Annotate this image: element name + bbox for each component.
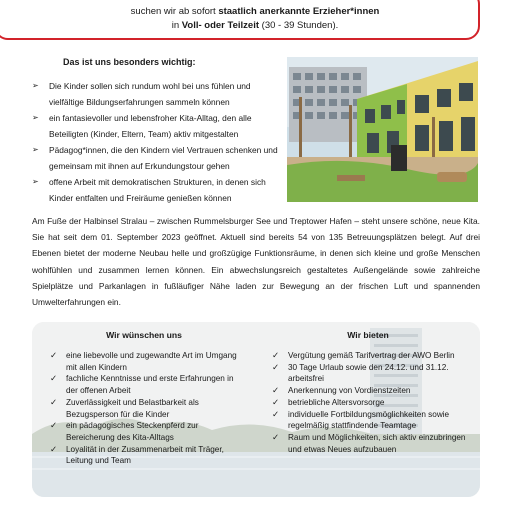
important-list bbox=[32, 78, 282, 206]
header-line-2 bbox=[0, 20, 510, 31]
list-item: ✓ individuelle Fortbildungsmöglichkeiten sowie regelmäßig stattfindende Teamtage bbox=[272, 408, 450, 431]
checkmark-icon: ✓ bbox=[50, 396, 58, 407]
offers-list bbox=[272, 350, 472, 455]
list-item: ✓ fachliche Kenntnisse und erste Erfahrungen in der offenen Arbeit bbox=[50, 373, 234, 396]
list-item: ✓ Zuverlässigkeit und Belastbarkeit als Bezugsperson für die Kinder bbox=[50, 396, 199, 419]
checkmark-icon: ✓ bbox=[272, 350, 280, 360]
header-line-1 bbox=[0, 6, 510, 17]
employment-type: Voll- oder Teilzeit bbox=[181, 20, 260, 31]
checkmark-icon: ✓ bbox=[272, 385, 280, 396]
arrow-right-icon: ➢ bbox=[32, 113, 39, 122]
checkmark-icon: ✓ bbox=[272, 361, 280, 372]
checkmark-icon: ✓ bbox=[50, 420, 58, 431]
header-in: in bbox=[171, 20, 180, 31]
list-item: ✓ ein pädagogisches Steckenpferd zur Bereicherung des Kita-Alltags bbox=[50, 420, 199, 442]
list-item: ➢ ein fantasievoller und lebensfroher Kita-Alltag, den alle Beteiligten (Kinder, Eltern, Team) aktiv mitgestalten bbox=[32, 110, 282, 142]
arrow-right-icon: ➢ bbox=[32, 177, 39, 186]
wishes-list bbox=[50, 350, 246, 467]
job-title: staatlich anerkannte Erzieher*innen bbox=[218, 6, 380, 17]
list-item: ✓ 30 Tage Urlaub sowie den 24.12. und 31.12. arbeitsfrei bbox=[272, 361, 449, 384]
list-item: ✓ Vergütung gemäß Tarifvertrag der AWO Berlin bbox=[272, 350, 455, 360]
checkmark-icon: ✓ bbox=[272, 431, 280, 442]
checkmark-icon: ✓ bbox=[272, 396, 280, 407]
header-prefix: suchen wir ab sofort bbox=[130, 6, 216, 17]
list-item: ➢ Die Kinder sollen sich rundum wohl bei uns fühlen und vielfältige Bildungserfahrungen sammeln können bbox=[32, 78, 282, 110]
kita-building-illustration bbox=[287, 57, 478, 202]
list-item: ✓ betriebliche Altersvorsorge bbox=[272, 396, 385, 407]
working-hours: (30 - 39 Stunden). bbox=[261, 20, 339, 31]
offers-title: Wir bieten bbox=[347, 330, 389, 340]
kita-description: Am Fuße der Halbinsel Stralau – zwischen Rummelsburger See und Treptower Hafen – steht unsere schöne, neue Kita. Sie hat seit dem 01. September 2023 geöffnet. Aktuell sind bereits 54 von 135 Betreuungsplätzen belegt. Auf drei Ebenen bietet der moderne Neubau helle und großzügige Funktionsräume, in denen sich kleine und große Menschen wohlfühlen und zusammen lernen können. Ein abwechslungsreich gestaltetes Außengelände sowie zahlreiche Spielplätze und Parkanlagen in fußläufiger Nähe laden zur Bewegung an der frischen Luft und spannenden Umwelterfahrungen ein. bbox=[32, 216, 480, 308]
list-item: ✓ Loyalität in der Zusammenarbeit mit Träger, Leitung und Team bbox=[50, 443, 224, 466]
checkmark-icon: ✓ bbox=[50, 350, 58, 360]
kita-building-photo bbox=[287, 57, 478, 202]
list-item: ➢ offene Arbeit mit demokratischen Strukturen, in denen sich Kinder entfalten und Freiräume genießen können bbox=[32, 174, 282, 206]
list-item: ➢ Pädagog*innen, die den Kindern viel Vertrauen schenken und gemeinsam mit ihnen auf Erkundungstour gehen bbox=[32, 142, 282, 174]
arrow-right-icon: ➢ bbox=[32, 81, 39, 90]
list-item: ✓ eine liebevolle und zugewandte Art im Umgang mit allen Kindern bbox=[50, 350, 237, 372]
arrow-right-icon: ➢ bbox=[32, 145, 39, 154]
wishes-offers-box bbox=[32, 322, 480, 497]
wishes-title: Wir wünschen uns bbox=[106, 330, 182, 340]
checkmark-icon: ✓ bbox=[272, 408, 280, 419]
checkmark-icon: ✓ bbox=[50, 373, 58, 384]
important-title: Das ist uns besonders wichtig: bbox=[63, 57, 196, 67]
list-item: ✓ Raum und Möglichkeiten, sich aktiv einzubringen und etwas Neues aufzubauen bbox=[272, 431, 466, 454]
checkmark-icon: ✓ bbox=[50, 443, 58, 454]
list-item: ✓ Anerkennung von Vordienstzeiten bbox=[272, 385, 411, 396]
